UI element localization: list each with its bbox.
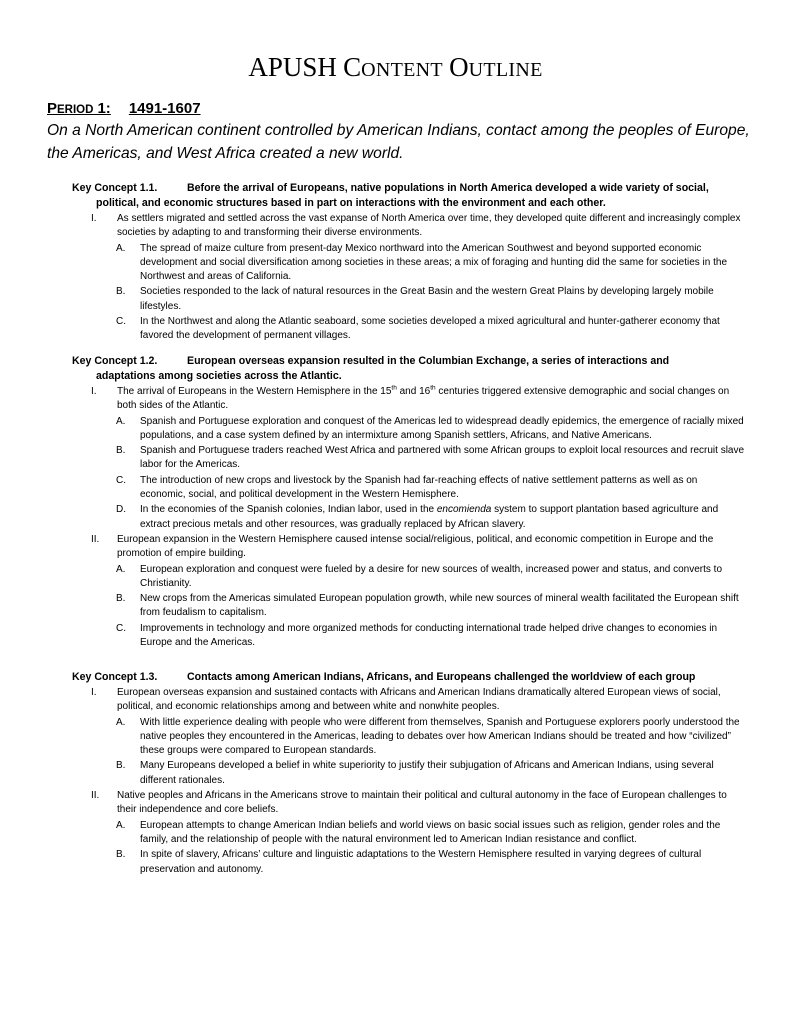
period-intro: On a North American continent controlled by American Indians, contact among the peoples of Europe, the Americas, and West Africa created a new world. bbox=[47, 122, 750, 162]
outline-item-alpha bbox=[116, 315, 745, 344]
outline-text: Many Europeans developed a belief in white superiority to justify their subjugation of Africans and American Indians, using several different rationales. bbox=[140, 760, 714, 786]
title-o: O bbox=[449, 52, 469, 82]
outline-item-alpha bbox=[116, 415, 745, 444]
alpha-letter: C. bbox=[116, 316, 126, 328]
outline-item-alpha bbox=[116, 563, 745, 592]
period-number: 1: bbox=[97, 100, 111, 117]
title-apush: APUSH bbox=[248, 52, 337, 82]
outline-text: Spanish and Portuguese traders reached West Africa and partnered with some African groups to exploit local resources and recruit slave labor for the Americas. bbox=[140, 445, 745, 471]
outline-text: With little experience dealing with people who were different from themselves, Spanish and Portuguese explorers poorly understood the native peoples they encountered in the Americas, leading to debates over how American Indians should be treated and how “civilized” these groups were compared to European standards. bbox=[140, 716, 740, 757]
outline-item-roman bbox=[91, 384, 742, 414]
outline-text: European attempts to change American Indian beliefs and world views on basic social issues such as religion, gender roles and the family, and the relationship of people with the natural environment led to American Indian resistance and conflict. bbox=[140, 819, 721, 845]
outline-item-roman bbox=[91, 533, 742, 562]
alpha-letter: B. bbox=[116, 760, 126, 772]
period-heading bbox=[47, 100, 201, 119]
title-utline: UTLINE bbox=[468, 59, 543, 81]
alpha-letter: A. bbox=[116, 819, 126, 831]
outline-text: The introduction of new crops and livestock by the Spanish had far-reaching effects of native settlement patterns as well as on economic, social, and political development in the Western Hemisphere. bbox=[140, 474, 698, 501]
alpha-letter: A. bbox=[116, 563, 126, 575]
alpha-letter: A. bbox=[116, 242, 126, 254]
outline-text: In the Northwest and along the Atlantic seaboard, some societies developed a mixed agricultural and hunter-gatherer economy that favored the development of permanent villages. bbox=[140, 316, 720, 342]
page-title bbox=[0, 50, 791, 87]
alpha-letter: B. bbox=[116, 286, 126, 298]
key-concept-number: Key Concept 1.1. bbox=[72, 182, 158, 194]
key-concept-title-line1: European overseas expansion resulted in the Columbian Exchange, a series of interactions and bbox=[187, 355, 670, 367]
outline-text: system to support plantation based agriculture and extract precious metals and other resources, was gradually replaced by African slavery. bbox=[140, 504, 719, 530]
outline-item-alpha bbox=[116, 819, 745, 848]
key-concept-heading bbox=[72, 670, 752, 685]
outline-item-alpha bbox=[116, 592, 745, 621]
period-years: 1491-1607 bbox=[128, 100, 201, 117]
outline-item-alpha bbox=[116, 444, 745, 473]
alpha-letter: C. bbox=[116, 474, 126, 486]
outline-item-alpha bbox=[116, 622, 745, 651]
key-concept-title-line1: Contacts among American Indians, Africans, and Europeans challenged the worldview of each group bbox=[187, 671, 696, 683]
roman-numeral: I. bbox=[91, 213, 97, 224]
outline-text: centuries triggered extensive demographic and social changes on both sides of the Atlantic. bbox=[117, 386, 730, 412]
key-concept-1-3 bbox=[0, 670, 791, 877]
outline-text: Spanish and Portuguese exploration and conquest of the Americas led to widespread deadly epidemics, the emergence of racially mixed populations, and a case system defined by an intermixture among Spanish settlers, Africans, and Native Americans. bbox=[140, 415, 744, 441]
alpha-letter: B. bbox=[116, 849, 126, 861]
alpha-letter: A. bbox=[116, 415, 126, 427]
outline-text: European expansion in the Western Hemisphere caused intense social/religious, political, and economic competition in Europe and the promotion of empire building. bbox=[117, 533, 714, 560]
alpha-letter: A. bbox=[116, 716, 126, 728]
outline-text: In spite of slavery, Africans’ culture and linguistic adaptations to the Western Hemisphere resulted in varying degrees of cultural preservation and autonomy. bbox=[140, 849, 702, 875]
alpha-letter: D. bbox=[116, 504, 126, 516]
key-concept-title-line1: Before the arrival of Europeans, native populations in North America developed a wide variety of social, bbox=[187, 182, 709, 194]
outline-item-roman bbox=[91, 212, 742, 241]
outline-text: The spread of maize culture from present-day Mexico northward into the American Southwest and beyond supported economic development and social diversification among societies in these areas; a mix of foraging and hunting did the same for societies in the Northwest and areas of California. bbox=[140, 242, 728, 283]
outline-item-alpha bbox=[116, 716, 745, 759]
key-concept-heading bbox=[72, 354, 752, 384]
superscript-th: th bbox=[391, 384, 397, 392]
outline-item-alpha bbox=[116, 474, 745, 503]
key-concept-number: Key Concept 1.3. bbox=[72, 671, 158, 683]
roman-numeral: II. bbox=[91, 790, 100, 802]
outline-text: Societies responded to the lack of natural resources in the Great Basin and the western Great Plains by developing largely mobile lifestyles. bbox=[140, 286, 714, 312]
outline-text: and 16 bbox=[396, 386, 431, 397]
roman-numeral: I. bbox=[91, 386, 97, 397]
outline-item-alpha bbox=[116, 503, 745, 532]
key-concept-1-1 bbox=[0, 181, 791, 344]
outline-item-roman bbox=[91, 789, 742, 818]
outline-text: Improvements in technology and more organized methods for conducting international trade helped drive changes to economies in Europe and the Americas. bbox=[140, 622, 718, 649]
outline-text: In the economies of the Spanish colonies, Indian labor, used in the bbox=[140, 504, 437, 516]
key-concept-1-2 bbox=[0, 354, 791, 650]
alpha-letter: B. bbox=[116, 593, 126, 605]
outline-item-alpha bbox=[116, 759, 745, 788]
key-concept-heading bbox=[72, 181, 752, 211]
outline-item-alpha bbox=[116, 848, 745, 877]
superscript-th: th bbox=[430, 384, 436, 392]
alpha-letter: B. bbox=[116, 445, 126, 457]
roman-numeral: I. bbox=[91, 687, 97, 698]
outline-text: The arrival of Europeans in the Western Hemisphere in the 15 bbox=[117, 386, 392, 397]
title-ontent: ONTENT bbox=[361, 59, 443, 81]
key-concept-title-line2: political, and economic structures based in part on interactions with the environment and each other. bbox=[96, 197, 606, 209]
alpha-letter: C. bbox=[116, 622, 126, 634]
outline-item-roman bbox=[91, 686, 742, 715]
key-concept-title-line2: adaptations among societies across the Atlantic. bbox=[96, 370, 342, 382]
title-c: C bbox=[343, 52, 362, 82]
outline-text: European exploration and conquest were fueled by a desire for new sources of wealth, increased power and status, and converts to Christianity. bbox=[140, 563, 723, 589]
italic-term: encomienda bbox=[436, 504, 492, 516]
outline-text: New crops from the Americas simulated European population growth, while new sources of mineral wealth facilitated the European shift from feudalism to capitalism. bbox=[140, 593, 739, 619]
outline-text: European overseas expansion and sustained contacts with Africans and American Indians dramatically altered European views of social, political, and economic relationships among and between white and nonwhite peoples. bbox=[117, 687, 721, 713]
outline-item-alpha bbox=[116, 242, 745, 285]
key-concept-number: Key Concept 1.2. bbox=[72, 355, 158, 367]
outline-item-alpha bbox=[116, 285, 745, 314]
outline-text: As settlers migrated and settled across the vast expanse of North America over time, they developed quite different and increasingly complex societies by adapting to and transforming their diverse environments. bbox=[117, 213, 741, 239]
outline-text: Native peoples and Africans in the Americans strove to maintain their political and cultural autonomy in the face of European challenges to their independence and core beliefs. bbox=[117, 790, 727, 816]
roman-numeral: II. bbox=[91, 533, 100, 545]
period-label-cap: P bbox=[47, 100, 58, 117]
period-label-rest: ERIOD bbox=[57, 104, 94, 116]
